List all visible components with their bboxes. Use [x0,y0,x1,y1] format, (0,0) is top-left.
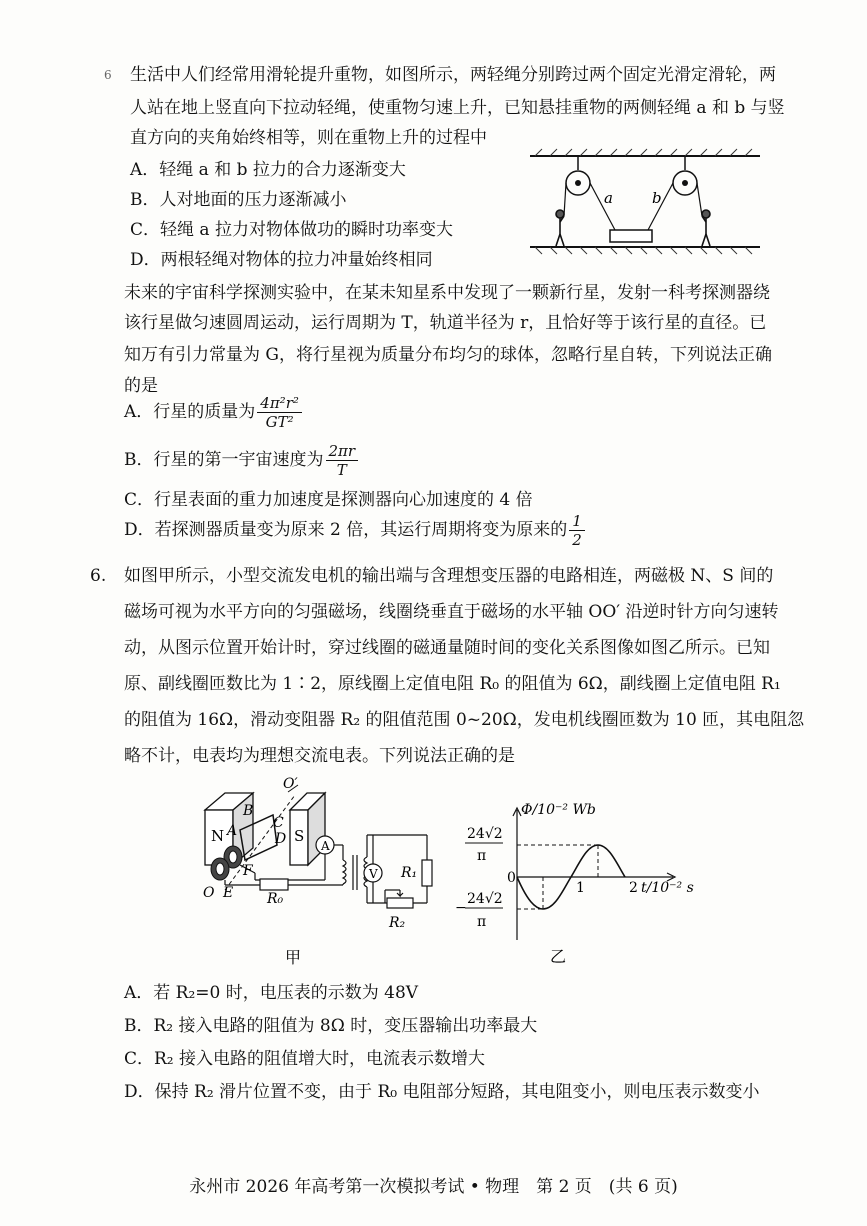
page-footer: 永州市 2026 年高考第一次模拟考试 • 物理 第 2 页 (共 6 页) [189,1177,678,1197]
question-number: 6. [90,566,107,586]
stem-line: 的阻值为 16Ω，滑动变阻器 R₂ 的阻值范围 0~20Ω，发电机线圈匝数为 10 匝，其电阻忽 [124,710,805,730]
y-axis-label: Φ/10⁻² Wb [521,802,596,818]
stem-line: 动，从图示位置开始计时，穿过线圈的磁通量随时间的变化关系图像如图乙所示。已知 [124,638,770,658]
option-c: C．轻绳 a 拉力对物体做功的瞬时功率变大 [130,220,453,240]
stem-line: 如图甲所示，小型交流发电机的输出端与含理想变压器的电路相连，两磁极 N、S 间的 [124,566,774,586]
x-tick-1: 1 [576,880,585,896]
stem-line: 知万有引力常量为 G，将行星视为质量分布均匀的球体，忽略行星自转，下列说法正确 [124,345,772,365]
left-person [556,210,564,246]
stem-line: 直方向的夹角始终相等，则在重物上升的过程中 [130,128,487,148]
x-axis-label: t/10⁻² s [641,880,694,896]
fraction: $\frac{1}{2}$ [569,512,585,549]
stem-line: 生活中人们经常用滑轮提升重物，如图所示，两轻绳分别跨过两个固定光滑定滑轮，两 [130,65,776,85]
svg-text:−: − [455,900,467,916]
stem-line: 原、副线圈匝数比为 1∶2，原线圈上定值电阻 R₀ 的阻值为 6Ω，副线圈上定值电阻 R₁ [124,674,781,694]
option-c: C．行星表面的重力加速度是探测器向心加速度的 4 倍 [124,490,533,510]
stem-line: 人站在地上竖直向下拉动轻绳，使重物匀速上升，已知悬挂重物的两侧轻绳 a 和 b 与竖 [130,98,785,118]
question-number: 6 [104,68,112,82]
caption-yi: 乙 [550,947,567,966]
label-b: B [243,803,254,819]
svg-text:π: π [477,914,487,930]
label-f: F [243,863,253,879]
option-a: A．行星的质量为 $\frac{\text{4π²r²}}{\text{GT²}}$ [124,392,304,432]
fraction: $\frac{\text{4π²r²}}{\text{GT²}}$ [257,394,302,431]
label-a: A [227,823,238,839]
svg-text:24√2: 24√2 [467,891,503,907]
weight-block [610,230,652,242]
stem-line: 未来的宇宙科学探测实验中，在某未知星系中发现了一颗新行星，发射一科考探测器绕 [124,283,770,303]
label-o-prime: O′ [283,776,298,792]
resistor-r1 [422,860,432,886]
stem-line: 略不计，电表均为理想交流电表。下列说法正确的是 [124,746,515,766]
pulley-figure [530,148,760,258]
svg-text:24√2: 24√2 [467,826,503,842]
label-o: O [203,885,215,901]
y-min-label [455,891,503,930]
option-b: B．行星的第一宇宙速度为 $\frac{2\pi r}{T}$ [124,440,360,480]
flux-graph-yi [455,800,705,970]
label-c: C [273,815,284,831]
resistor-r0 [260,879,288,890]
stem-line: 的是 [124,376,158,396]
label-n: N [211,827,225,845]
option-a: A．若 R₂=0 时，电压表的示数为 48V [124,983,419,1003]
svg-text:π: π [477,848,487,864]
label-d: D [275,831,287,847]
label-r0: R₀ [267,891,284,907]
label-s: S [294,827,305,845]
stem-line: 该行星做匀速圆周运动，运行周期为 T，轨道半径为 r，且恰好等于该行星的直径。已 [124,313,767,333]
rheostat-r2 [387,898,413,908]
rope-b-label: b [652,189,662,207]
rope-a-label: a [604,189,613,207]
option-b: B．R₂ 接入电路的阻值为 8Ω 时，变压器输出功率最大 [124,1016,538,1036]
label-e: E [223,885,234,901]
label-r1: R₁ [401,865,418,881]
option-d: D．保持 R₂ 滑片位置不变，由于 R₀ 电阻部分短路，其电阻变小，则电压表示数变小 [124,1082,760,1102]
fraction: $\frac{2\pi r}{T}$ [326,442,359,479]
option-b: B．人对地面的压力逐渐减小 [130,190,347,210]
option-d: D．若探测器质量变为原来 2 倍，其运行周期将变为原来的 $\frac{1}{2}$ [124,510,587,550]
option-a: A．轻绳 a 和 b 拉力的合力逐渐变大 [130,160,406,180]
circuit-figure-jia [195,775,445,975]
origin-label: 0 [507,870,516,886]
option-c: C．R₂ 接入电路的阻值增大时，电流表示数增大 [124,1049,486,1069]
x-tick-2: 2 [629,880,638,896]
caption-jia: 甲 [285,948,302,967]
ammeter-label: A [321,839,330,853]
stem-line: 磁场可视为水平方向的匀强磁场，线圈绕垂直于磁场的水平轴 OO′ 沿逆时针方向匀速转 [124,602,779,622]
y-max-label [465,826,503,864]
right-person [702,210,710,246]
label-r2: R₂ [389,915,406,931]
option-d: D．两根轻绳对物体的拉力冲量始终相同 [130,250,433,270]
voltmeter-label: V [369,867,378,881]
